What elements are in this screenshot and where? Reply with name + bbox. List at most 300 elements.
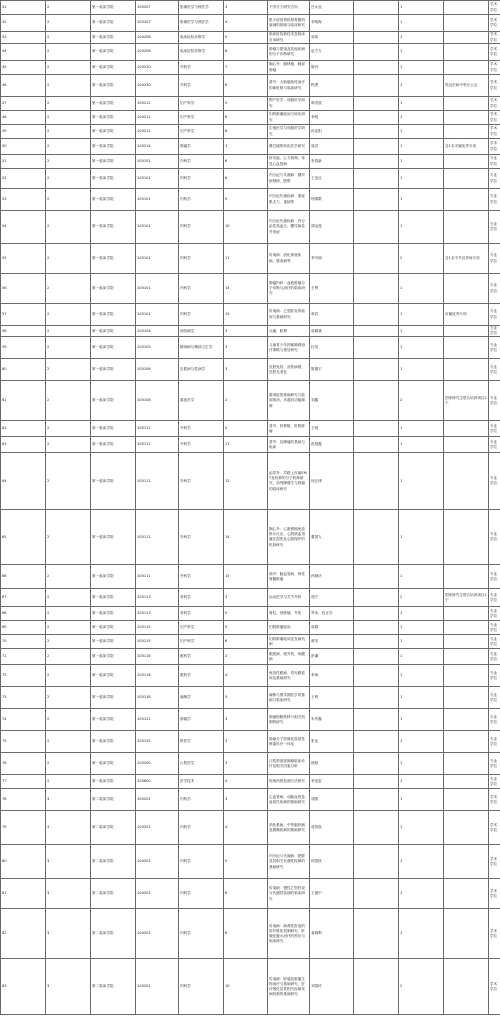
major-code-cell: 105108 — [136, 381, 179, 421]
major-code-cell: 105101 — [136, 244, 179, 274]
degree-type-cell: 学术学位 — [489, 125, 500, 139]
supervisor-cell: 黄英 — [310, 635, 354, 649]
research-direction-cell: 生殖医学与母胎医学研究 — [268, 125, 310, 139]
major-name-cell: 核医学 — [179, 731, 224, 753]
row-index-cell: 54 — [1, 211, 46, 244]
supervisor-cell: 李亚雷 — [310, 775, 354, 789]
research-direction-cell: 口腔颌面部肿瘤临床诊疗及相关因素分析 — [268, 753, 310, 775]
quota-cell: 1 — [399, 607, 444, 621]
college-code-cell: 2 — [46, 15, 91, 32]
table-row — [1, 437, 500, 453]
remark-cell: 瓷汉市和中等办公会 — [444, 75, 489, 97]
college-code-cell: 2 — [46, 510, 91, 565]
row-index-cell: 71 — [1, 649, 46, 665]
quota-cell: 1 — [399, 304, 444, 326]
major-code-cell: 100210 — [136, 75, 179, 97]
major-name-cell: 妇产科学 — [179, 635, 224, 649]
degree-type-cell: 专业学位 — [489, 607, 500, 621]
major-name-cell: 妇产科学 — [179, 97, 224, 111]
research-direction-cell: 肝功能，心力衰竭，常见心血管病 — [268, 155, 310, 169]
remark-cell — [444, 665, 489, 687]
row-index-cell: 43 — [1, 32, 46, 44]
extra-cell — [354, 437, 399, 453]
extra-cell — [354, 959, 399, 1015]
major-code-cell: 105105 — [136, 337, 179, 359]
quota-cell: 2 — [399, 381, 444, 421]
major-name-cell: 内科学 — [179, 211, 224, 244]
direction-code-cell: 5 — [224, 845, 268, 879]
college-name-cell: 第一临床学院 — [91, 437, 136, 453]
remark-cell — [444, 607, 489, 621]
row-index-cell: 45 — [1, 61, 46, 75]
research-direction-cell: 皮肤免疫、皮肤病理、皮肤光老化 — [268, 359, 310, 381]
quota-cell: 2 — [399, 244, 444, 274]
supervisor-cell: 赵方方 — [310, 44, 354, 61]
college-name-cell: 第一临床学院 — [91, 621, 136, 635]
direction-code-cell: 6 — [224, 169, 268, 189]
row-index-cell: 70 — [1, 635, 46, 649]
major-code-cell: 100211 — [136, 111, 179, 125]
table-row — [1, 453, 500, 510]
table-row — [1, 274, 500, 304]
college-name-cell: 第一临床学院 — [91, 139, 136, 155]
remark-cell — [444, 437, 489, 453]
degree-type-cell: 专业学位 — [489, 326, 500, 337]
degree-type-cell: 专业学位 — [489, 687, 500, 709]
quota-cell: 1 — [399, 565, 444, 589]
supervisor-cell: 何正律 — [310, 453, 354, 510]
research-direction-cell: 不孕分子研究方向 — [268, 1, 310, 15]
row-index-cell: 53 — [1, 189, 46, 211]
row-index-cell: 63 — [1, 437, 46, 453]
college-code-cell: 3 — [46, 789, 91, 811]
table-row — [1, 15, 500, 32]
remark-cell: 国家研究生联合培养项目2个 — [444, 381, 489, 421]
college-code-cell: 2 — [46, 589, 91, 607]
research-direction-cell: 泌尿外：尿路上皮癌EMT及转移的分子机制研究，前列腺增生与肿瘤的临床研究 — [268, 453, 310, 510]
college-name-cell: 第一临床学院 — [91, 775, 136, 789]
degree-type-cell: 专业学位 — [489, 337, 500, 359]
table-row — [1, 97, 500, 111]
supervisor-cell: 何智侠 — [310, 845, 354, 879]
degree-type-cell: 学术学位 — [489, 789, 500, 811]
supervisor-cell: 朱华鑫 — [310, 709, 354, 731]
remark-cell — [444, 169, 489, 189]
supervisor-cell: 王德中 — [310, 879, 354, 909]
major-code-cell: 105111 — [136, 421, 179, 437]
row-index-cell: 42 — [1, 15, 46, 32]
college-code-cell: 2 — [46, 731, 91, 753]
degree-type-cell: 学术学位 — [489, 879, 500, 909]
supervisor-cell: 范勋鑫 — [310, 437, 354, 453]
college-name-cell: 第一临床学院 — [91, 665, 136, 687]
table-row — [1, 44, 500, 61]
supervisor-cell: 刘春玲 — [310, 959, 354, 1015]
remark-cell — [444, 61, 489, 75]
college-code-cell: 2 — [46, 139, 91, 155]
college-code-cell: 3 — [46, 879, 91, 909]
college-code-cell: 2 — [46, 607, 91, 621]
quota-cell: 1 — [399, 274, 444, 304]
college-code-cell: 2 — [46, 274, 91, 304]
college-name-cell: 第一临床学院 — [91, 97, 136, 111]
college-name-cell: 第一临床学院 — [91, 75, 136, 97]
degree-type-cell: 专业学位 — [489, 709, 500, 731]
research-direction-cell: 传染病：病毒性肝炎的肝纤维化机制研究；肝硬化腹水治疗的预后与临床研究 — [268, 909, 310, 959]
degree-type-cell: 学术学位 — [489, 61, 500, 75]
degree-type-cell: 专业学位 — [489, 189, 500, 211]
table-row — [1, 337, 500, 359]
remark-cell — [444, 359, 489, 381]
major-name-cell: 影像医学与核医学 — [179, 1, 224, 15]
table-row — [1, 959, 500, 1015]
major-code-cell: 105101 — [136, 211, 179, 244]
major-code-cell: 100201 — [136, 845, 179, 879]
table-row — [1, 326, 500, 337]
extra-cell — [354, 589, 399, 607]
table-row — [1, 421, 500, 437]
college-name-cell: 第一临床学院 — [91, 211, 136, 244]
major-name-cell: 内科学 — [179, 811, 224, 845]
degree-type-cell: 专业学位 — [489, 359, 500, 381]
row-index-cell: 62 — [1, 421, 46, 437]
major-name-cell: 口腔医学 — [179, 753, 224, 775]
quota-cell: 1 — [399, 139, 444, 155]
major-code-cell: 105118 — [136, 687, 179, 709]
extra-cell — [354, 274, 399, 304]
remark-cell — [444, 326, 489, 337]
major-code-cell: 105111 — [136, 437, 179, 453]
college-code-cell: 2 — [46, 155, 91, 169]
college-name-cell: 第一临床学院 — [91, 44, 136, 61]
table-row — [1, 789, 500, 811]
remark-cell — [444, 125, 489, 139]
major-name-cell: 眼科学 — [179, 665, 224, 687]
extra-cell — [354, 125, 399, 139]
college-code-cell: 2 — [46, 337, 91, 359]
table-row — [1, 155, 500, 169]
supervisor-cell: 孙业阳 — [310, 125, 354, 139]
remark-cell — [444, 731, 489, 753]
quota-cell: 2 — [399, 589, 444, 607]
row-index-cell: 68 — [1, 607, 46, 621]
research-direction-cell: 肿瘤分子影像及放射性核素诊疗一体化 — [268, 731, 310, 753]
major-code-cell: 105116 — [136, 649, 179, 665]
major-code-cell: 105116 — [136, 665, 179, 687]
research-direction-cell: 内分泌代谢疾病：内分泌性高血压、糖尿病及并发症 — [268, 211, 310, 244]
college-code-cell: 2 — [46, 32, 91, 44]
supervisor-cell: 姜晓利 — [310, 909, 354, 959]
major-name-cell: 内科学 — [179, 845, 224, 879]
major-code-cell: 105121 — [136, 709, 179, 731]
supervisor-cell: 李春新 — [310, 155, 354, 169]
college-code-cell: 2 — [46, 125, 91, 139]
remark-cell — [444, 1, 489, 15]
remark-cell — [444, 635, 489, 649]
degree-type-cell: 专业学位 — [489, 565, 500, 589]
table-row — [1, 753, 500, 775]
quota-cell: 1 — [399, 32, 444, 44]
college-name-cell: 第一临床学院 — [91, 731, 136, 753]
table-row — [1, 61, 500, 75]
quota-cell: 1 — [399, 15, 444, 32]
remark-cell — [444, 44, 489, 61]
remark-cell — [444, 421, 489, 437]
major-name-cell: 外科学 — [179, 437, 224, 453]
row-index-cell: 75 — [1, 731, 46, 753]
quota-cell: 1 — [399, 731, 444, 753]
row-index-cell: 46 — [1, 75, 46, 97]
degree-type-cell: 学术学位 — [489, 44, 500, 61]
extra-cell — [354, 337, 399, 359]
extra-cell — [354, 510, 399, 565]
college-name-cell: 第一临床学院 — [91, 304, 136, 326]
research-direction-cell: 运动医学与关节外科 — [268, 589, 310, 607]
remark-cell — [444, 274, 489, 304]
remark-cell — [444, 649, 489, 665]
table-row — [1, 32, 500, 44]
major-name-cell: 眼科学 — [179, 649, 224, 665]
college-name-cell: 第一临床学院 — [91, 421, 136, 437]
research-direction-cell: 神外：脑血管病，脊柱脊髓肿瘤 — [268, 565, 310, 589]
college-code-cell: 2 — [46, 753, 91, 775]
major-code-cell: 100211 — [136, 125, 179, 139]
row-index-cell: 52 — [1, 169, 46, 189]
table-row — [1, 731, 500, 753]
remark-cell: 国家研究生联合培养项目2个 — [444, 589, 489, 607]
research-direction-cell: 肿瘤内科：血液肿瘤分子诊断与治疗的临床研究 — [268, 274, 310, 304]
direction-code-cell: 5 — [224, 621, 268, 635]
major-name-cell: 妇产科学 — [179, 621, 224, 635]
direction-code-cell: 3 — [224, 139, 268, 155]
supervisor-cell: 李明 — [310, 111, 354, 125]
row-index-cell: 51 — [1, 155, 46, 169]
college-name-cell: 第二临床学院 — [91, 959, 136, 1015]
college-code-cell: 2 — [46, 453, 91, 510]
supervisor-cell: 董国九 — [310, 510, 354, 565]
direction-code-cell: 2 — [224, 381, 268, 421]
research-direction-cell: 妇科肿瘤临床及发病机制 — [268, 635, 310, 649]
row-index-cell: 56 — [1, 274, 46, 304]
major-code-cell: 105111 — [136, 565, 179, 589]
supervisor-cell: 杨黎歌 — [310, 189, 354, 211]
quota-cell: 1 — [399, 437, 444, 453]
direction-code-cell: 3 — [224, 337, 268, 359]
major-name-cell: 肿瘤学 — [179, 139, 224, 155]
degree-type-cell: 专业学位 — [489, 453, 500, 510]
college-code-cell: 2 — [46, 211, 91, 244]
college-code-cell: 2 — [46, 75, 91, 97]
research-direction-cell: 内分泌与代谢病：糖尿病肾病，肥胖 — [268, 169, 310, 189]
row-index-cell: 80 — [1, 845, 46, 879]
row-index-cell: 79 — [1, 811, 46, 845]
major-name-cell: 内科学 — [179, 959, 224, 1015]
row-index-cell: 66 — [1, 565, 46, 589]
research-direction-cell: 传统药物检测方法研究 — [268, 775, 310, 789]
supervisor-cell: 胡宁 — [310, 589, 354, 607]
table-row — [1, 1, 500, 15]
major-name-cell: 外科学 — [179, 510, 224, 565]
major-code-cell: 105101 — [136, 304, 179, 326]
supervisor-cell: 胡金莲 — [310, 211, 354, 244]
college-code-cell: 2 — [46, 169, 91, 189]
remark-cell — [444, 189, 489, 211]
major-name-cell: 医学技术 — [179, 775, 224, 789]
direction-code-cell: 14 — [224, 274, 268, 304]
college-name-cell: 第一临床学院 — [91, 589, 136, 607]
college-code-cell: 2 — [46, 649, 91, 665]
college-name-cell: 第一临床学院 — [91, 169, 136, 189]
quota-cell: 1 — [399, 44, 444, 61]
degree-type-cell: 专业学位 — [489, 274, 500, 304]
row-index-cell: 61 — [1, 381, 46, 421]
quota-cell: 1 — [399, 775, 444, 789]
table-row — [1, 75, 500, 97]
table-row — [1, 665, 500, 687]
college-code-cell: 2 — [46, 111, 91, 125]
extra-cell — [354, 359, 399, 381]
direction-code-cell: 14 — [224, 510, 268, 565]
research-direction-cell: 脊柱、骨肿瘤、外伤 — [268, 607, 310, 621]
research-direction-cell: 内分泌与代谢病：肥胖及其相关代谢性疾病的基础研究 — [268, 845, 310, 879]
direction-code-cell: 3 — [224, 731, 268, 753]
major-code-cell: 105101 — [136, 189, 179, 211]
remark-cell: 市属优秀专项 — [444, 304, 489, 326]
supervisor-cell: 程勇 — [310, 75, 354, 97]
remark-cell — [444, 753, 489, 775]
college-name-cell: 第一临床学院 — [91, 510, 136, 565]
college-code-cell: 2 — [46, 687, 91, 709]
college-name-cell: 第一临床学院 — [91, 274, 136, 304]
research-direction-cell: 传染病：肝癌及肿瘤生物治疗与基础研究；肝纤维化及其相关疾病发病机制的基础研究 — [268, 959, 310, 1015]
remark-cell — [444, 510, 489, 565]
degree-type-cell: 学术学位 — [489, 15, 500, 32]
quota-cell: 1 — [399, 125, 444, 139]
degree-type-cell: 专业学位 — [489, 244, 500, 274]
row-index-cell: 81 — [1, 879, 46, 909]
remark-cell — [444, 709, 489, 731]
college-name-cell: 第一临床学院 — [91, 244, 136, 274]
major-name-cell: 内科学 — [179, 155, 224, 169]
major-code-cell: 105111 — [136, 453, 179, 510]
table-row — [1, 211, 500, 244]
extra-cell — [354, 44, 399, 61]
quota-cell: 1 — [399, 453, 444, 510]
remark-cell — [444, 565, 489, 589]
major-name-cell: 精神病与精神卫生学 — [179, 337, 224, 359]
table-row — [1, 169, 500, 189]
direction-code-cell: 6 — [224, 44, 268, 61]
college-name-cell: 第一临床学院 — [91, 337, 136, 359]
degree-type-cell: 学术学位 — [489, 75, 500, 97]
remark-cell — [444, 32, 489, 44]
major-code-cell: 105101 — [136, 155, 179, 169]
direction-code-cell: 5 — [224, 421, 268, 437]
college-code-cell: 2 — [46, 381, 91, 421]
quota-cell: 1 — [399, 421, 444, 437]
table-row — [1, 635, 500, 649]
extra-cell — [354, 565, 399, 589]
row-index-cell: 76 — [1, 753, 46, 775]
major-name-cell: 妇产科学 — [179, 125, 224, 139]
direction-code-cell: 9 — [224, 189, 268, 211]
college-name-cell: 第二临床学院 — [91, 845, 136, 879]
extra-cell — [354, 789, 399, 811]
college-code-cell: 2 — [46, 189, 91, 211]
supervisor-cell: 张亚 — [310, 731, 354, 753]
major-code-cell: 100201 — [136, 879, 179, 909]
remark-cell — [444, 775, 489, 789]
supervisor-cell: 王忠红 — [310, 169, 354, 189]
degree-type-cell: 专业学位 — [489, 649, 500, 665]
degree-type-cell: 学术学位 — [489, 959, 500, 1015]
direction-code-cell: 3 — [224, 709, 268, 731]
quota-cell: 1 — [399, 111, 444, 125]
remark-cell — [444, 909, 489, 959]
direction-code-cell: 3 — [224, 359, 268, 381]
table-row — [1, 111, 500, 125]
degree-type-cell: 专业学位 — [489, 665, 500, 687]
remark-cell — [444, 337, 489, 359]
row-index-cell: 77 — [1, 775, 46, 789]
row-index-cell: 64 — [1, 453, 46, 510]
extra-cell — [354, 139, 399, 155]
quota-cell: 1 — [399, 75, 444, 97]
remark-cell — [444, 687, 489, 709]
college-name-cell: 第一临床学院 — [91, 189, 136, 211]
college-code-cell: 2 — [46, 61, 91, 75]
college-name-cell: 第二临床学院 — [91, 811, 136, 845]
research-direction-cell: 传染病：慢性乙型肝炎与代谢性疾病的临床研究 — [268, 879, 310, 909]
extra-cell — [354, 75, 399, 97]
direction-code-cell: 6 — [224, 879, 268, 909]
row-index-cell: 74 — [1, 709, 46, 731]
supervisor-cell: 李明海 — [310, 15, 354, 32]
remark-cell — [444, 959, 489, 1015]
extra-cell — [354, 453, 399, 510]
remark-cell — [444, 111, 489, 125]
college-code-cell: 2 — [46, 665, 91, 687]
degree-type-cell: 学术学位 — [489, 111, 500, 125]
college-name-cell: 第一临床学院 — [91, 32, 136, 44]
major-name-cell: 麻醉学 — [179, 687, 224, 709]
research-direction-cell: 肌少症营养机制骨骼肌衰减的基础与临床研究 — [268, 15, 310, 32]
major-name-cell: 临床检验诊断学 — [179, 44, 224, 61]
degree-type-cell: 专业学位 — [489, 381, 500, 421]
quota-cell: 1 — [399, 845, 444, 879]
direction-code-cell: 8 — [224, 75, 268, 97]
supervisor-cell: 胡燕 — [310, 789, 354, 811]
research-direction-cell: 麻醉与围术期医学的基础与临床研究 — [268, 687, 310, 709]
college-name-cell: 第一临床学院 — [91, 155, 136, 169]
extra-cell — [354, 811, 399, 845]
college-name-cell: 第一临床学院 — [91, 649, 136, 665]
major-name-cell: 内科学 — [179, 909, 224, 959]
college-name-cell: 第一临床学院 — [91, 607, 136, 621]
extra-cell — [354, 61, 399, 75]
direction-code-cell: 6 — [224, 125, 268, 139]
major-name-cell: 皮肤病与性病学 — [179, 359, 224, 381]
extra-cell — [354, 635, 399, 649]
major-name-cell: 内科学 — [179, 304, 224, 326]
research-direction-cell: 内分泌代谢疾病：重症肌无力、重病等 — [268, 189, 310, 211]
quota-cell: 1 — [399, 510, 444, 565]
major-name-cell: 内科学 — [179, 274, 224, 304]
quota-cell: 1 — [399, 909, 444, 959]
college-code-cell: 2 — [46, 326, 91, 337]
direction-code-cell: 10 — [224, 211, 268, 244]
major-name-cell: 肿瘤学 — [179, 709, 224, 731]
